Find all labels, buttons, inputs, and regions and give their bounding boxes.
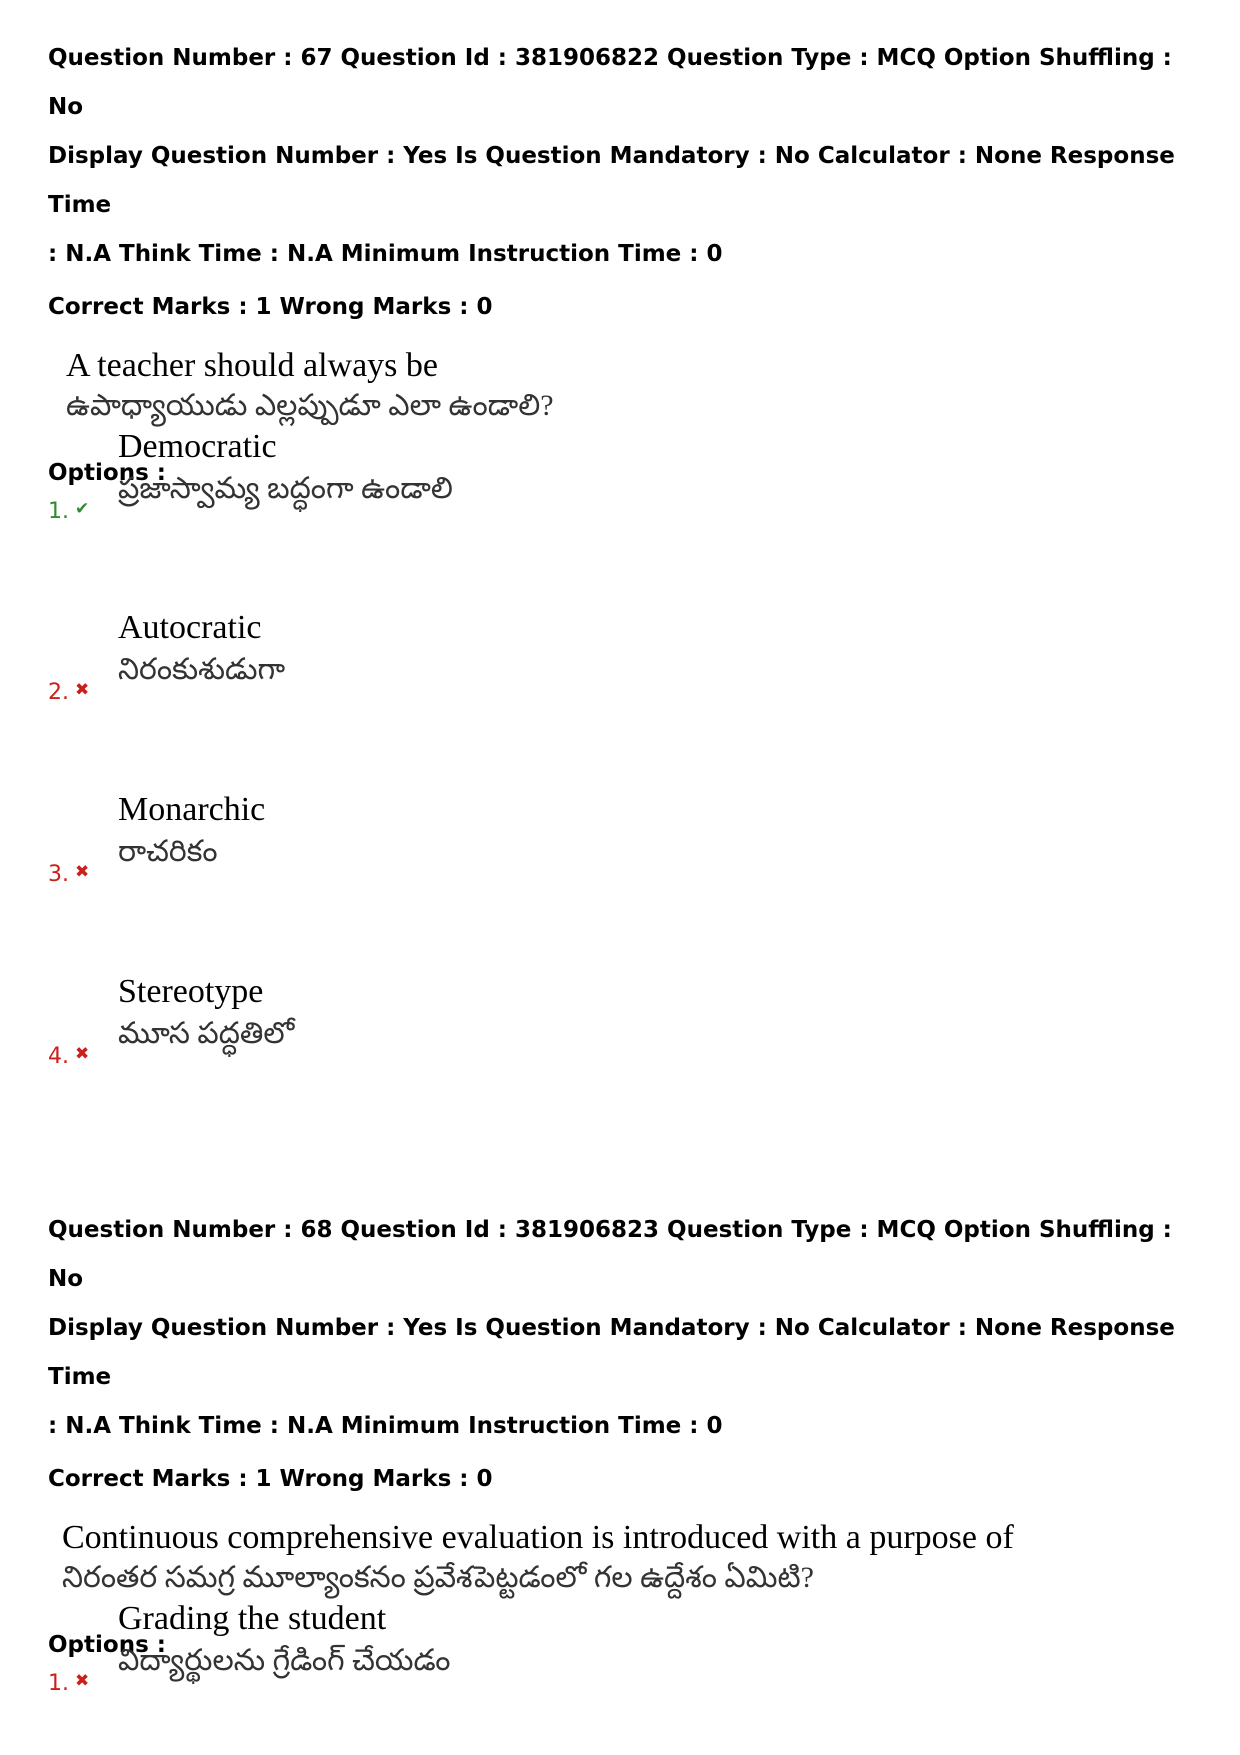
option-text-telugu: మూస పద్ధతిలో bbox=[118, 1017, 295, 1050]
question-marks: Correct Marks : 1 Wrong Marks : 0 bbox=[48, 1466, 493, 1492]
cross-icon: ✖ bbox=[75, 1044, 90, 1064]
question-meta-line-2: Display Question Number : Yes Is Question Mandatory : No Calculator : None Response Time bbox=[48, 143, 1175, 218]
option-text-english: Stereotype bbox=[118, 973, 264, 1010]
question-text-english: Continuous comprehensive evaluation is introduced with a purpose of bbox=[62, 1519, 1014, 1556]
question-text bbox=[62, 1518, 1208, 1598]
option-number-label: 4. bbox=[48, 1044, 69, 1069]
options-label: Options : bbox=[48, 1632, 166, 1658]
check-icon: ✔ bbox=[75, 499, 90, 519]
option-number bbox=[48, 1671, 89, 1698]
option-number bbox=[48, 680, 89, 707]
cross-icon: ✖ bbox=[75, 862, 90, 882]
option-text-english: Autocratic bbox=[118, 609, 262, 646]
question-text bbox=[66, 346, 1208, 426]
option-2 bbox=[48, 607, 1148, 707]
option-text-english: Grading the student bbox=[118, 1600, 387, 1637]
option-text-english: Monarchic bbox=[118, 791, 266, 828]
option-text-telugu: ప్రజాస్వామ్య బద్ధంగా ఉండాలి bbox=[118, 472, 453, 505]
option-number-label: 3. bbox=[48, 862, 69, 887]
option-number-label: 2. bbox=[48, 680, 69, 705]
option-text bbox=[118, 1598, 450, 1682]
option-text bbox=[118, 971, 294, 1055]
question-text-english: A teacher should always be bbox=[66, 347, 438, 384]
option-text-telugu: రాచరికం bbox=[118, 835, 218, 868]
option-number-label: 1. bbox=[48, 1671, 69, 1696]
options-label: Options : bbox=[48, 460, 166, 486]
question-meta-line-3: : N.A Think Time : N.A Minimum Instruction Time : 0 bbox=[48, 1413, 723, 1439]
option-number bbox=[48, 862, 89, 889]
question-marks: Correct Marks : 1 Wrong Marks : 0 bbox=[48, 294, 493, 320]
option-number bbox=[48, 1044, 89, 1071]
question-text-telugu: నిరంతర సమగ్ర మూల్యాంకనం ప్రవేశపెట్టడంలో గల ఉద్దేశం ఏమిటి? bbox=[62, 1561, 814, 1594]
option-1 bbox=[48, 1598, 1148, 1698]
option-1 bbox=[48, 426, 1148, 526]
question-meta-line-1: Question Number : 67 Question Id : 381906822 Question Type : MCQ Option Shuffling : No bbox=[48, 45, 1172, 120]
option-text bbox=[118, 607, 285, 691]
question-meta-line-2: Display Question Number : Yes Is Question Mandatory : No Calculator : None Response Time bbox=[48, 1315, 1175, 1390]
question-meta-line-1: Question Number : 68 Question Id : 381906823 Question Type : MCQ Option Shuffling : No bbox=[48, 1217, 1172, 1292]
option-text bbox=[118, 426, 453, 510]
option-number-label: 1. bbox=[48, 499, 69, 524]
question-meta-line-3: : N.A Think Time : N.A Minimum Instruction Time : 0 bbox=[48, 241, 723, 267]
option-text bbox=[118, 789, 265, 873]
option-number bbox=[48, 499, 89, 526]
cross-icon: ✖ bbox=[75, 1671, 90, 1691]
question-block-67 bbox=[48, 34, 1208, 1069]
option-3 bbox=[48, 789, 1148, 889]
option-text-telugu: విద్యార్థులను గ్రేడింగ్ చేయడం bbox=[118, 1644, 451, 1677]
option-text-telugu: నిరంకుశుడుగా bbox=[118, 653, 286, 686]
question-block-68 bbox=[48, 1206, 1208, 1696]
option-4 bbox=[48, 971, 1148, 1071]
cross-icon: ✖ bbox=[75, 680, 90, 700]
question-text-telugu: ఉపాధ్యాయుడు ఎల్లప్పుడూ ఎలా ఉండాలి? bbox=[66, 389, 554, 422]
option-text-english: Democratic bbox=[118, 428, 277, 465]
